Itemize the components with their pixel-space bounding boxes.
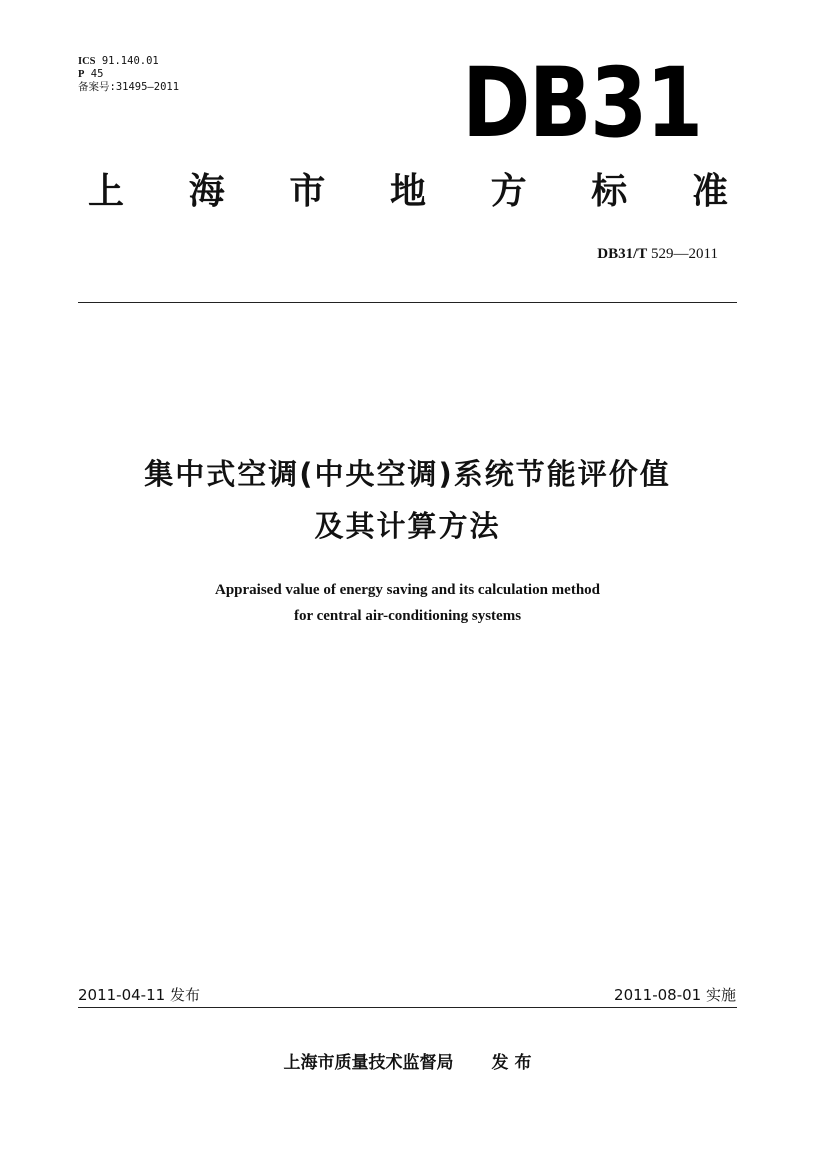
standard-type-heading (88, 168, 728, 216)
heading-char: 准 (691, 171, 728, 212)
ics-code: 91.140.01 (101, 55, 159, 67)
heading-char: 市 (289, 171, 326, 212)
issue-date: 2011-04-11 发布 (78, 986, 200, 1004)
title-en-line2: for central air-conditioning systems (293, 608, 522, 624)
publisher-line (0, 1048, 815, 1073)
p-line (78, 68, 179, 81)
db31-logo: DB31 (462, 47, 702, 159)
document-metadata (78, 55, 179, 94)
header-divider (78, 302, 737, 303)
ics-label: ICS (78, 56, 96, 67)
heading-char: 方 (490, 171, 527, 212)
heading-char: 海 (188, 171, 225, 212)
publisher-name: 上海市质量技术监督局 (283, 1053, 454, 1073)
record-number: 备案号:31495—2011 (78, 81, 180, 93)
title-cn-line2: 及其计算方法 (314, 509, 501, 543)
ics-line (78, 55, 179, 68)
footer-divider (78, 1007, 737, 1008)
heading-char: 地 (389, 171, 426, 212)
standard-code (597, 246, 718, 263)
heading-char: 上 (88, 171, 125, 212)
code-prefix: DB31/T (597, 246, 648, 262)
heading-char: 标 (591, 171, 628, 212)
implement-date: 2011-08-01 实施 (614, 986, 736, 1004)
p-code: 45 (90, 68, 104, 80)
title-en-line1: Appraised value of energy saving and its calculation method (214, 582, 601, 598)
code-number: 529—2011 (651, 246, 718, 262)
p-label: P (78, 69, 85, 80)
publish-action: 发 布 (491, 1053, 532, 1073)
title-cn-line1: 集中式空调(中央空调)系统节能评价值 (144, 457, 671, 491)
